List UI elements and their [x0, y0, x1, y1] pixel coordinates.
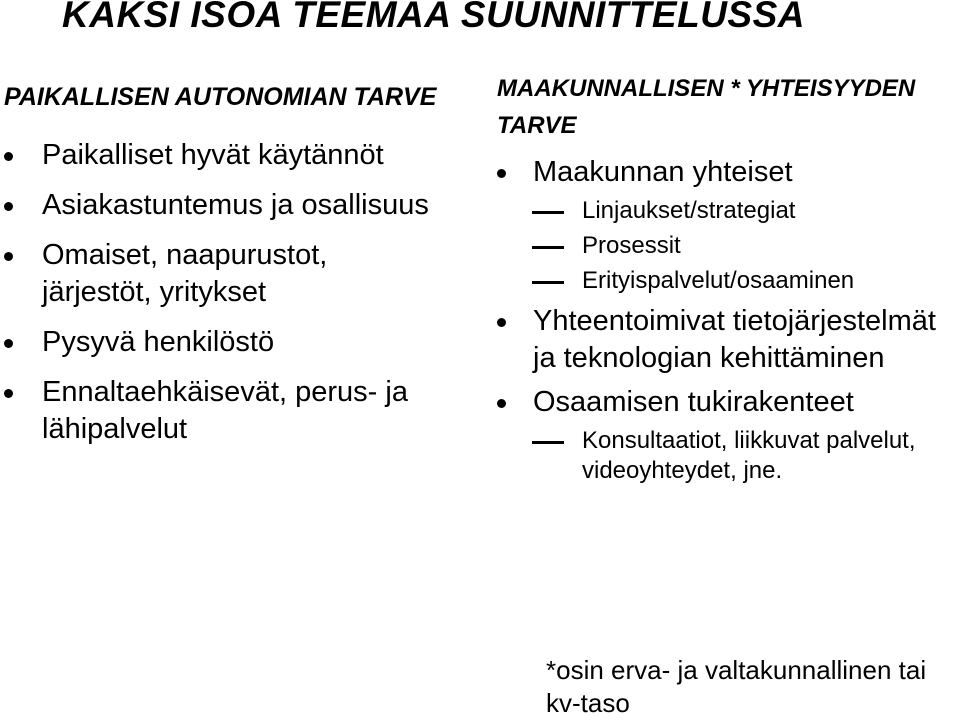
list-item-text: Maakunnan yhteiset — [533, 156, 793, 188]
bullet-icon — [4, 389, 13, 398]
list-item-text: Omaiset, naapurustot, järjestöt, yritykset — [42, 239, 328, 308]
list-item-text: Asiakastuntemus ja osallisuus — [42, 189, 429, 221]
list-item — [4, 187, 444, 224]
sub-list-item-text: Konsultaatiot, liikkuvat palvelut, videoyhteydet, jne. — [582, 427, 916, 484]
list-item — [497, 303, 957, 377]
list-item-text: Osaamisen tukirakenteet — [533, 386, 854, 418]
sub-list-item — [497, 426, 957, 486]
left-column — [4, 79, 444, 448]
bullet-icon — [497, 169, 506, 178]
bullet-icon — [4, 339, 13, 348]
list-item — [4, 374, 444, 448]
dash-icon — [532, 211, 564, 214]
left-bullet-list — [4, 137, 444, 448]
list-item — [497, 384, 957, 421]
right-column-heading: MAAKUNNALLISEN * YHTEISYYDEN TARVE — [497, 75, 916, 139]
list-item — [4, 324, 444, 361]
sub-list-item — [497, 266, 957, 296]
bullet-icon — [4, 152, 13, 161]
list-item — [4, 137, 444, 174]
bullet-icon — [497, 399, 506, 408]
list-item — [4, 237, 444, 311]
list-item-text: Ennaltaehkäisevät, perus- ja lähipalvelut — [42, 376, 408, 445]
bullet-icon — [4, 202, 13, 211]
dash-icon — [532, 281, 564, 284]
slide-title: KAKSI ISOA TEEMAA SUUNNITTELUSSA — [62, 0, 806, 35]
left-column-heading: PAIKALLISEN AUTONOMIAN TARVE — [4, 83, 437, 111]
bullet-icon — [4, 252, 13, 261]
dash-icon — [532, 246, 564, 249]
sub-list-item-text: Erityispalvelut/osaaminen — [582, 267, 855, 294]
sub-list-item-text: Prosessit — [582, 232, 681, 259]
list-item-text: Pysyvä henkilöstö — [42, 326, 275, 358]
sub-list-item-text: Linjaukset/strategiat — [582, 197, 796, 224]
right-bullet-list — [497, 154, 957, 486]
bullet-icon — [497, 318, 506, 327]
list-item-text: Paikalliset hyvät käytännöt — [42, 139, 384, 171]
list-item-text: Yhteentoimivat tietojärjestelmät ja teknologian kehittäminen — [533, 305, 936, 374]
sub-list-item — [497, 196, 957, 226]
right-column — [497, 70, 957, 486]
footnote: *osin erva- ja valtakunnallinen tai kv-taso — [546, 655, 927, 718]
list-item — [497, 154, 957, 191]
dash-icon — [532, 441, 564, 444]
sub-list-item — [497, 231, 957, 261]
